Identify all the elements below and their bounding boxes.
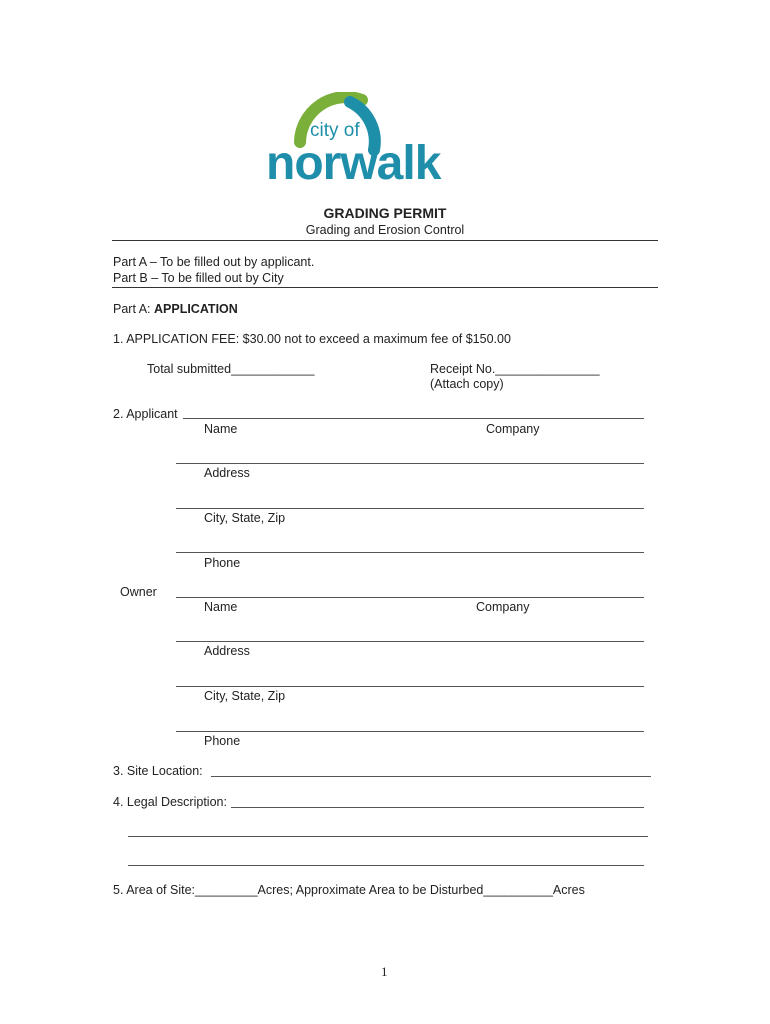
logo-big-text	[266, 136, 440, 192]
site-location-label: 3. Site Location:	[113, 764, 203, 778]
applicant-city-line[interactable]	[176, 508, 644, 509]
legal-description-label: 4. Legal Description:	[113, 795, 227, 809]
page-subtitle: Grading and Erosion Control	[305, 223, 465, 237]
attach-copy-note: (Attach copy)	[430, 377, 504, 391]
owner-address-caption: Address	[204, 644, 250, 658]
owner-address-line[interactable]	[176, 641, 644, 642]
receipt-no-field[interactable]: Receipt No._______________	[430, 362, 600, 376]
divider-top	[112, 240, 658, 241]
owner-city-line[interactable]	[176, 686, 644, 687]
intro-part-a: Part A – To be filled out by applicant.	[113, 255, 315, 269]
page-number: 1	[381, 964, 388, 979]
logo-big-text-value: norwalk	[266, 137, 441, 190]
section-prefix: Part A:	[113, 302, 154, 316]
legal-description-line-2[interactable]	[128, 836, 648, 837]
applicant-phone-caption: Phone	[204, 556, 241, 570]
total-submitted-field[interactable]: Total submitted____________	[147, 362, 315, 376]
applicant-address-line[interactable]	[176, 463, 644, 464]
site-location-line[interactable]	[211, 776, 651, 777]
divider-intro	[112, 287, 658, 288]
applicant-name-line[interactable]	[183, 418, 644, 419]
application-fee-label: 1. APPLICATION FEE: $30.00 not to exceed a maximum fee of $150.00	[113, 332, 511, 346]
intro-part-b: Part B – To be filled out by City	[113, 271, 284, 285]
owner-city-caption: City, State, Zip	[204, 689, 286, 703]
owner-phone-caption: Phone	[204, 734, 241, 748]
owner-company-caption: Company	[476, 600, 530, 614]
area-of-site-label: 5. Area of Site:_________Acres; Approximate Area to be Disturbed__________Acres	[113, 883, 585, 897]
legal-description-line-3[interactable]	[128, 865, 644, 866]
owner-label: Owner	[120, 585, 157, 599]
owner-name-line[interactable]	[176, 597, 644, 598]
applicant-company-caption: Company	[486, 422, 540, 436]
owner-name-caption: Name	[204, 600, 238, 614]
applicant-label: 2. Applicant	[113, 407, 178, 421]
page-title: GRADING PERMIT	[323, 205, 447, 221]
applicant-city-caption: City, State, Zip	[204, 511, 286, 525]
city-logo	[262, 92, 492, 192]
applicant-phone-line[interactable]	[176, 552, 644, 553]
logo-small-text: city of	[310, 120, 360, 141]
applicant-address-caption: Address	[204, 466, 250, 480]
section-name: APPLICATION	[154, 302, 238, 316]
applicant-name-caption: Name	[204, 422, 238, 436]
owner-phone-line[interactable]	[176, 731, 644, 732]
legal-description-line-1[interactable]	[231, 807, 644, 808]
section-heading	[113, 302, 238, 316]
